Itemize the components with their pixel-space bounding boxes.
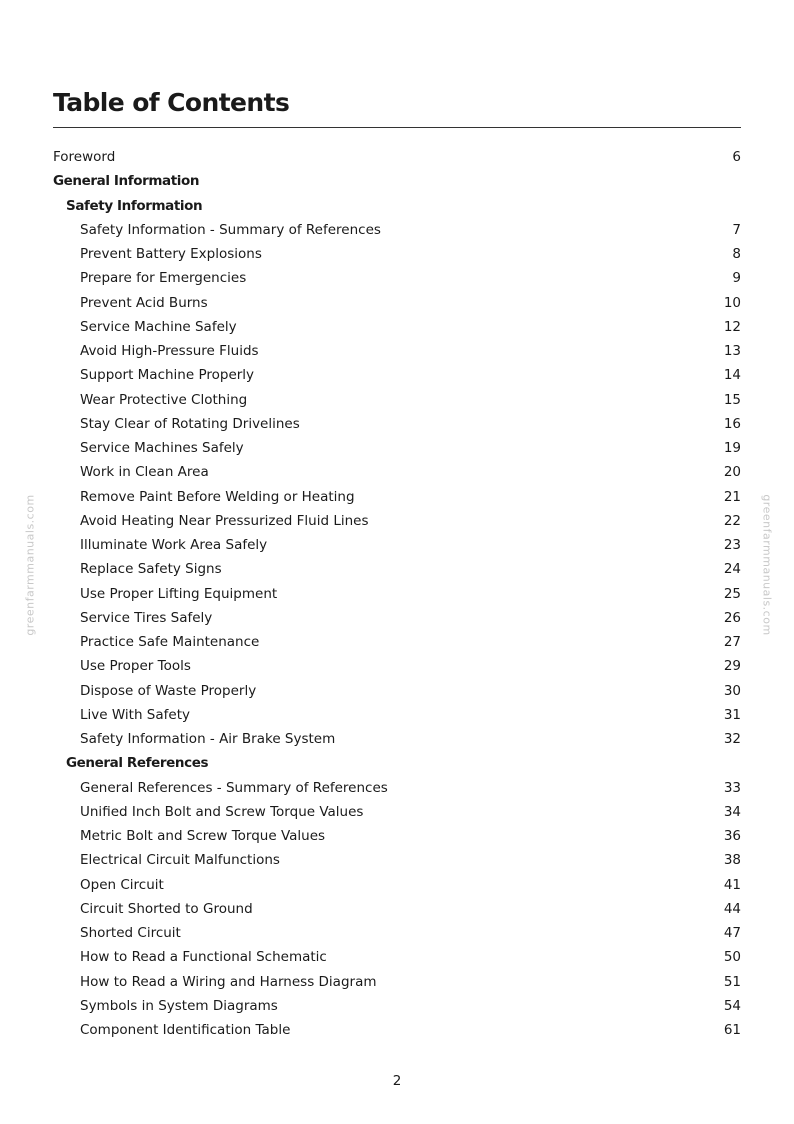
toc-entry-page[interactable]: 22 <box>723 512 741 529</box>
toc-entry-page[interactable]: 24 <box>723 561 741 578</box>
toc-entry[interactable] <box>53 436 741 460</box>
toc-entry[interactable] <box>53 339 741 363</box>
toc-entry[interactable] <box>53 218 741 242</box>
toc-entry-label[interactable]: Electrical Circuit Malfunctions <box>80 852 280 869</box>
toc-entry-label[interactable]: Service Machine Safely <box>80 318 237 335</box>
toc-entry-page[interactable]: 26 <box>723 609 741 626</box>
toc-entry-label[interactable]: Prepare for Emergencies <box>80 270 247 287</box>
toc-entry-label[interactable]: Dispose of Waste Properly <box>80 682 257 699</box>
toc-entry[interactable] <box>53 557 741 581</box>
toc-entry-page[interactable]: 29 <box>723 658 741 675</box>
toc-entry-page[interactable]: 7 <box>732 221 741 238</box>
toc-entry-page[interactable]: 12 <box>723 318 741 335</box>
toc-entry-label[interactable]: Safety Information - Air Brake System <box>80 731 336 747</box>
toc-section-heading <box>53 751 741 775</box>
page-title: Table of Contents <box>53 88 290 117</box>
toc-entry[interactable] <box>53 145 741 169</box>
toc-entry-label[interactable]: Metric Bolt and Screw Torque Values <box>80 828 326 844</box>
toc-entry[interactable] <box>53 994 741 1018</box>
toc-section-heading <box>53 194 741 218</box>
toc-entry-label: General Information <box>53 173 200 190</box>
toc-entry-page[interactable]: 34 <box>723 803 741 820</box>
toc-entry-page[interactable]: 38 <box>723 852 741 869</box>
toc-entry-page[interactable]: 33 <box>723 779 741 796</box>
toc-entry[interactable] <box>53 654 741 678</box>
table-of-contents <box>53 145 741 1042</box>
toc-entry[interactable] <box>53 388 741 412</box>
toc-entry-page[interactable]: 41 <box>723 876 741 893</box>
toc-entry-page[interactable]: 30 <box>723 682 741 699</box>
toc-entry[interactable] <box>53 776 741 800</box>
toc-entry[interactable] <box>53 945 741 969</box>
toc-entry-label[interactable]: Component Identification Table <box>80 1022 291 1038</box>
toc-entry[interactable] <box>53 266 741 290</box>
toc-entry-label[interactable]: Avoid Heating Near Pressurized Fluid Lines <box>80 512 369 529</box>
toc-entry-page[interactable]: 32 <box>723 731 741 747</box>
toc-entry[interactable] <box>53 291 741 315</box>
toc-entry-page[interactable]: 61 <box>723 1022 741 1038</box>
toc-entry-label: Safety Information <box>66 197 203 214</box>
toc-entry[interactable] <box>53 412 741 436</box>
toc-entry-page[interactable]: 8 <box>732 246 741 262</box>
toc-entry[interactable] <box>53 824 741 848</box>
toc-entry[interactable] <box>53 727 741 751</box>
toc-entry[interactable] <box>53 315 741 339</box>
toc-entry-label[interactable]: Support Machine Properly <box>80 367 255 384</box>
toc-entry-page[interactable]: 36 <box>723 828 741 844</box>
toc-entry-page[interactable]: 9 <box>732 270 741 287</box>
toc-entry-page[interactable]: 50 <box>723 949 741 966</box>
toc-entry[interactable] <box>53 582 741 606</box>
toc-entry-label[interactable]: How to Read a Wiring and Harness Diagram <box>80 973 377 990</box>
toc-entry-label[interactable]: Symbols in System Diagrams <box>80 997 278 1014</box>
toc-entry-label[interactable]: Remove Paint Before Welding or Heating <box>80 488 355 505</box>
toc-entry-label[interactable]: Prevent Acid Burns <box>80 294 208 311</box>
toc-entry[interactable] <box>53 606 741 630</box>
toc-entry-label[interactable]: Safety Information - Summary of References <box>80 221 381 238</box>
watermark-left: greenfarmmanuals.com <box>23 494 37 636</box>
toc-entry-page[interactable]: 27 <box>723 634 741 650</box>
toc-entry-label[interactable]: Work in Clean Area <box>80 464 209 481</box>
toc-entry-label[interactable]: Foreword <box>53 149 116 165</box>
toc-entry-page[interactable]: 51 <box>723 973 741 990</box>
toc-entry[interactable] <box>53 460 741 484</box>
toc-entry[interactable] <box>53 485 741 509</box>
toc-entry-page[interactable]: 13 <box>723 343 741 359</box>
toc-entry-page[interactable]: 19 <box>723 440 741 456</box>
toc-entry-label[interactable]: Illuminate Work Area Safely <box>80 537 268 553</box>
page-number: 2 <box>392 1073 402 1089</box>
toc-entry-label[interactable]: Replace Safety Signs <box>80 561 222 578</box>
toc-entry-label[interactable]: How to Read a Functional Schematic <box>80 949 327 966</box>
toc-entry-page[interactable]: 25 <box>723 585 741 602</box>
toc-entry[interactable] <box>53 363 741 387</box>
toc-entry-label[interactable]: Practice Safe Maintenance <box>80 634 260 650</box>
toc-entry-label[interactable]: Service Machines Safely <box>80 440 244 456</box>
toc-entry-page[interactable]: 16 <box>723 415 741 432</box>
toc-entry-label[interactable]: Stay Clear of Rotating Drivelines <box>80 415 300 432</box>
toc-entry[interactable] <box>53 897 741 921</box>
toc-entry-label[interactable]: Prevent Battery Explosions <box>80 246 262 262</box>
toc-entry[interactable] <box>53 1018 741 1042</box>
toc-entry[interactable] <box>53 533 741 557</box>
toc-entry-page[interactable]: 47 <box>723 925 741 941</box>
title-divider <box>53 127 741 128</box>
toc-entry-label[interactable]: Unified Inch Bolt and Screw Torque Values <box>80 803 364 820</box>
toc-entry[interactable] <box>53 703 741 727</box>
toc-entry-page[interactable]: 14 <box>723 367 741 384</box>
toc-entry[interactable] <box>53 509 741 533</box>
toc-entry[interactable] <box>53 921 741 945</box>
toc-entry-label[interactable]: Open Circuit <box>80 876 164 893</box>
toc-entry[interactable] <box>53 970 741 994</box>
toc-entry-page[interactable]: 54 <box>723 997 741 1014</box>
toc-entry-label[interactable]: Wear Protective Clothing <box>80 391 248 408</box>
watermark-right: greenfarmmanuals.com <box>760 494 774 636</box>
toc-entry[interactable] <box>53 873 741 897</box>
toc-entry-page[interactable]: 31 <box>723 706 741 723</box>
toc-entry-label[interactable]: Use Proper Tools <box>80 658 191 675</box>
toc-entry[interactable] <box>53 630 741 654</box>
toc-entry-label[interactable]: Service Tires Safely <box>80 609 213 626</box>
toc-entry[interactable] <box>53 679 741 703</box>
toc-entry-page[interactable]: 15 <box>723 391 741 408</box>
toc-entry-label[interactable]: Shorted Circuit <box>80 925 181 941</box>
toc-entry[interactable] <box>53 800 741 824</box>
toc-section-heading <box>53 169 741 193</box>
toc-entry-page[interactable]: 20 <box>723 464 741 481</box>
toc-entry-label[interactable]: General References - Summary of References <box>80 779 388 796</box>
toc-entry-label[interactable]: Live With Safety <box>80 706 190 723</box>
toc-entry-label: General References <box>66 755 209 772</box>
toc-entry-label[interactable]: Use Proper Lifting Equipment <box>80 585 278 602</box>
toc-entry[interactable] <box>53 242 741 266</box>
toc-entry-page[interactable]: 6 <box>732 149 741 165</box>
toc-entry[interactable] <box>53 848 741 872</box>
toc-entry-page[interactable]: 10 <box>723 294 741 311</box>
toc-entry-page[interactable]: 21 <box>723 488 741 505</box>
toc-entry-page[interactable]: 23 <box>723 537 741 553</box>
toc-entry-label[interactable]: Circuit Shorted to Ground <box>80 900 253 917</box>
toc-entry-page[interactable]: 44 <box>723 900 741 917</box>
toc-entry-label[interactable]: Avoid High-Pressure Fluids <box>80 343 259 359</box>
